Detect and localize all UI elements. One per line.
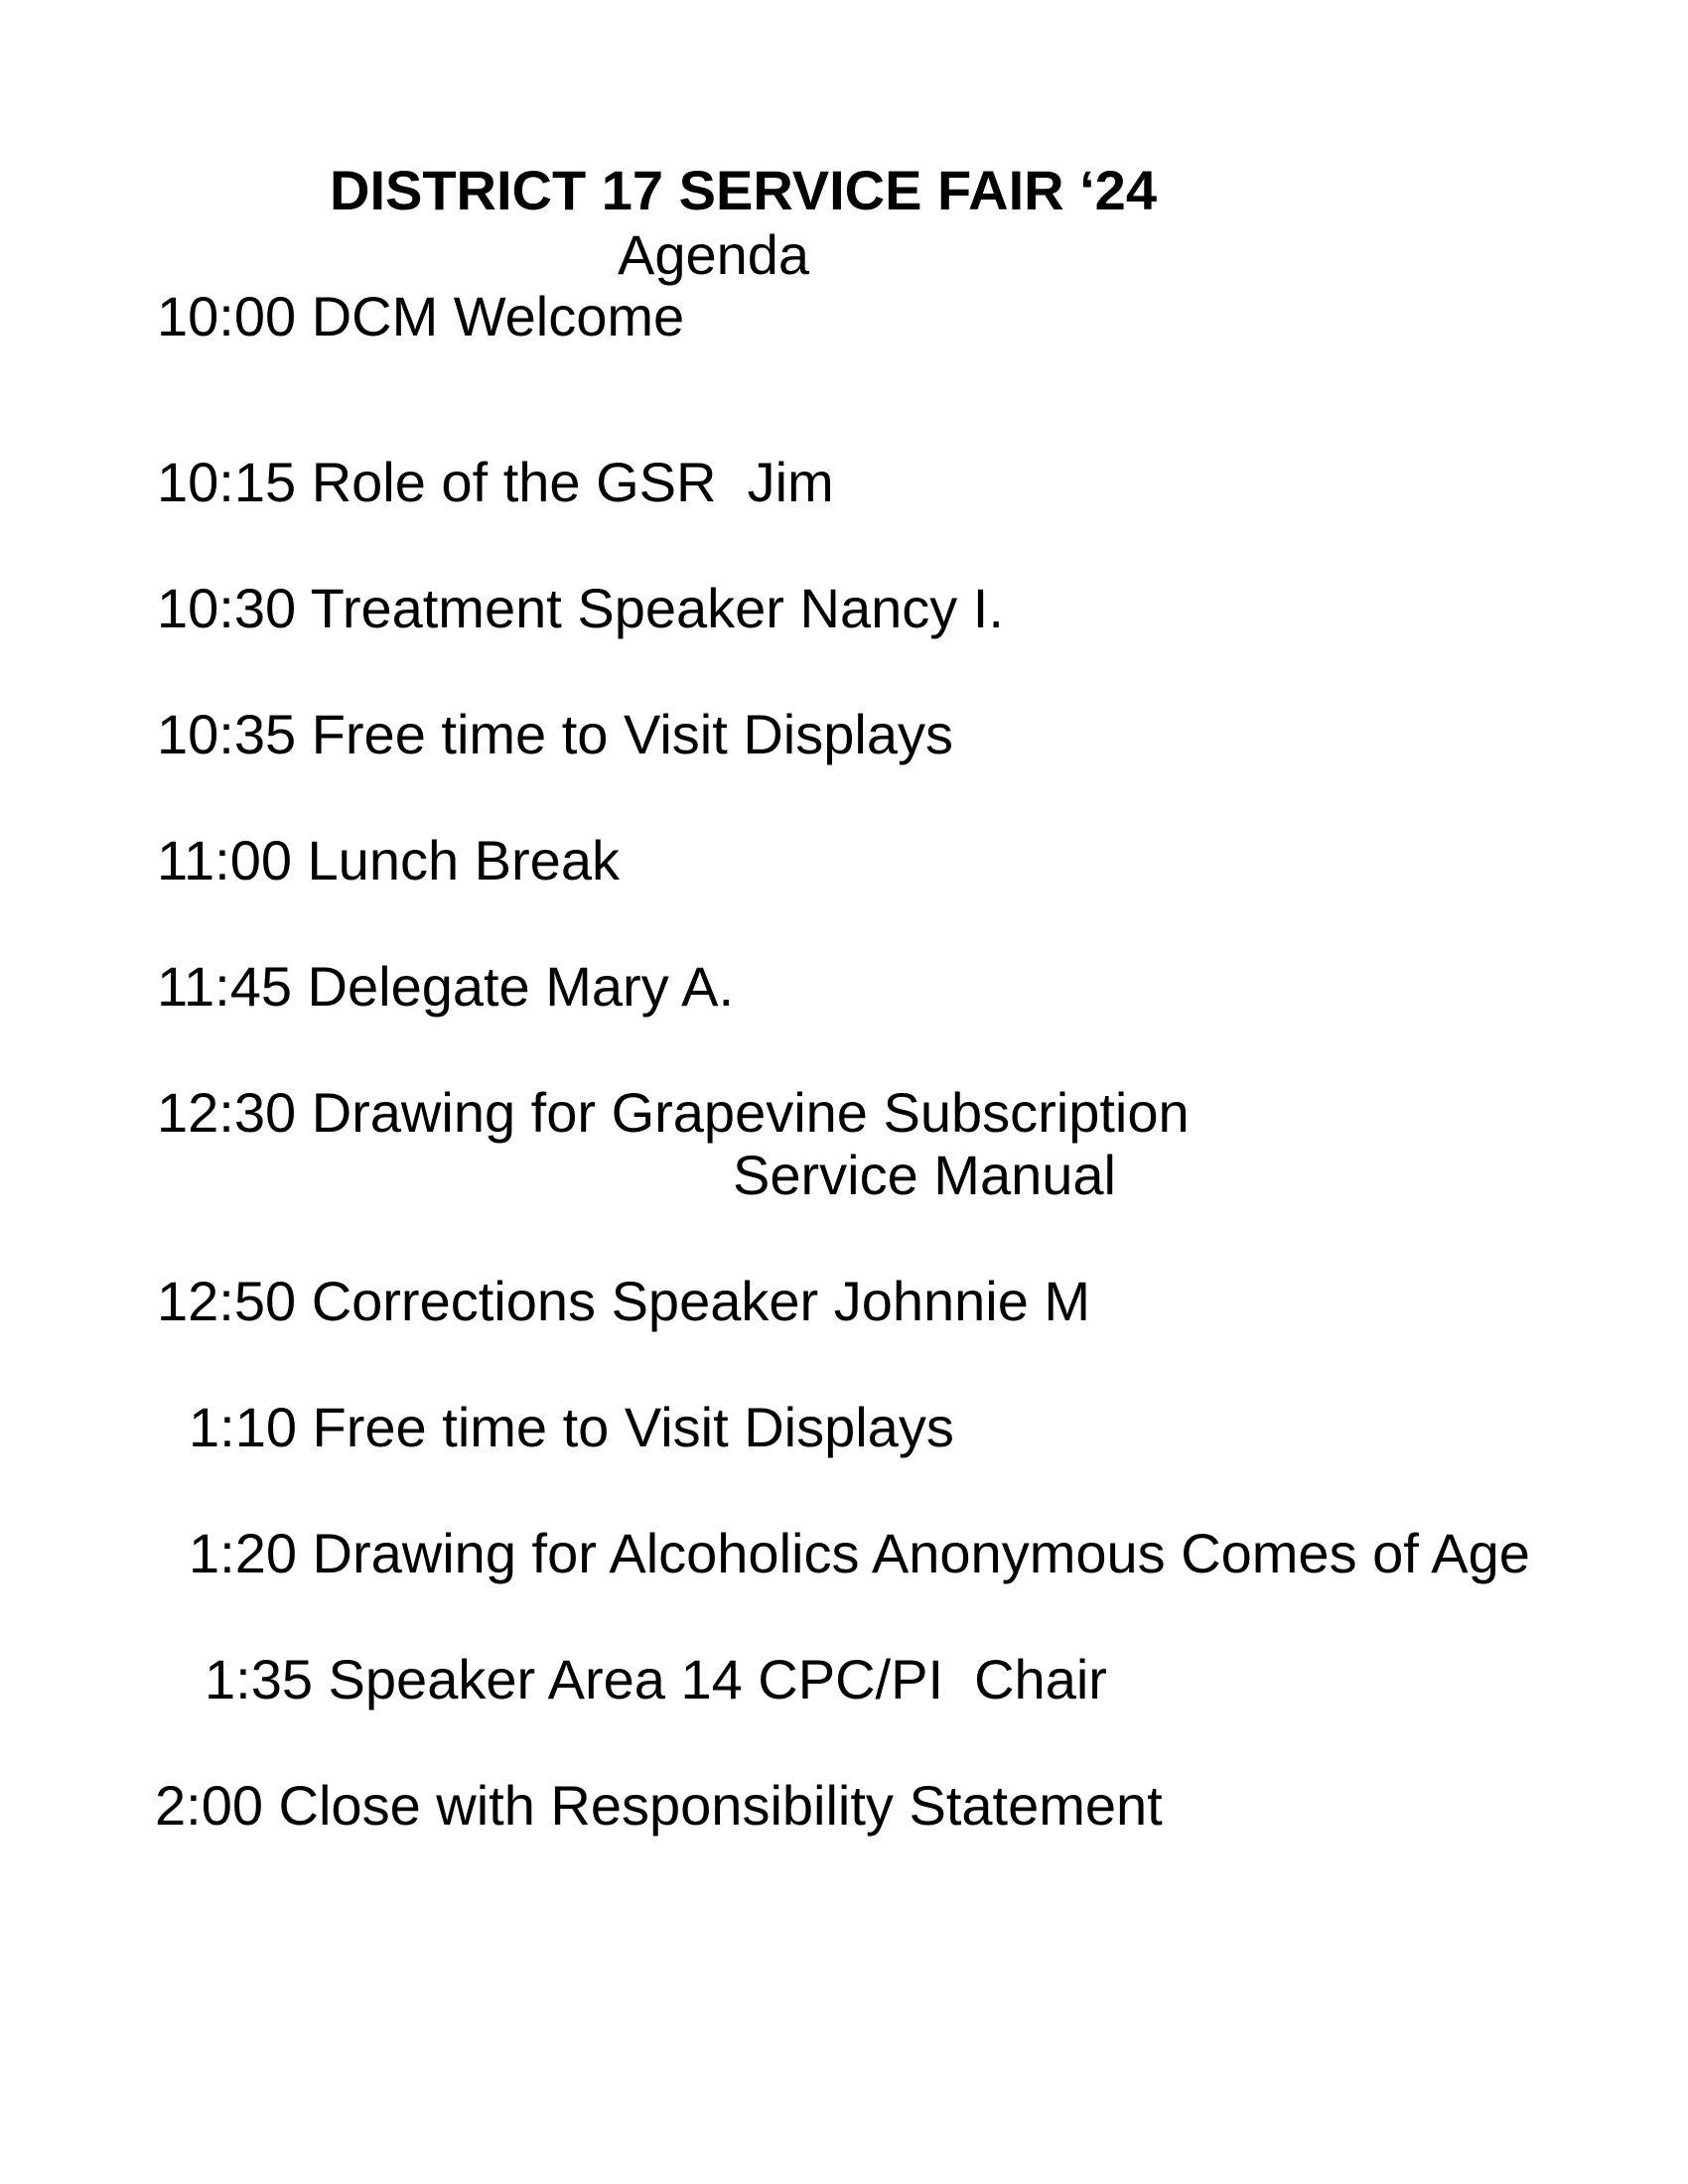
agenda-item: 1:35 Speaker Area 14 CPC/PI Chair	[205, 1648, 1107, 1710]
agenda-item: 1:20 Drawing for Alcoholics Anonymous Comes of Age	[189, 1522, 1530, 1584]
agenda-item: 10:15 Role of the GSR Jim	[157, 451, 834, 513]
agenda-item: 11:45 Delegate Mary A.	[157, 955, 735, 1018]
agenda-item: 12:50 Corrections Speaker Johnnie M	[157, 1270, 1091, 1332]
agenda-item: 1:10 Free time to Visit Displays	[189, 1396, 954, 1458]
document-subtitle: Agenda	[618, 223, 810, 286]
agenda-item: 10:00 DCM Welcome	[157, 285, 685, 347]
document-title: DISTRICT 17 SERVICE FAIR ‘24	[330, 159, 1157, 221]
agenda-item: 2:00 Close with Responsibility Statement	[155, 1774, 1163, 1837]
agenda-item: 10:30 Treatment Speaker Nancy I.	[157, 577, 1004, 639]
agenda-item: 11:00 Lunch Break	[157, 829, 620, 891]
agenda-item-continuation: Service Manual	[733, 1144, 1116, 1206]
agenda-item: 10:35 Free time to Visit Displays	[157, 703, 953, 765]
agenda-item: 12:30 Drawing for Grapevine Subscription	[157, 1081, 1190, 1144]
